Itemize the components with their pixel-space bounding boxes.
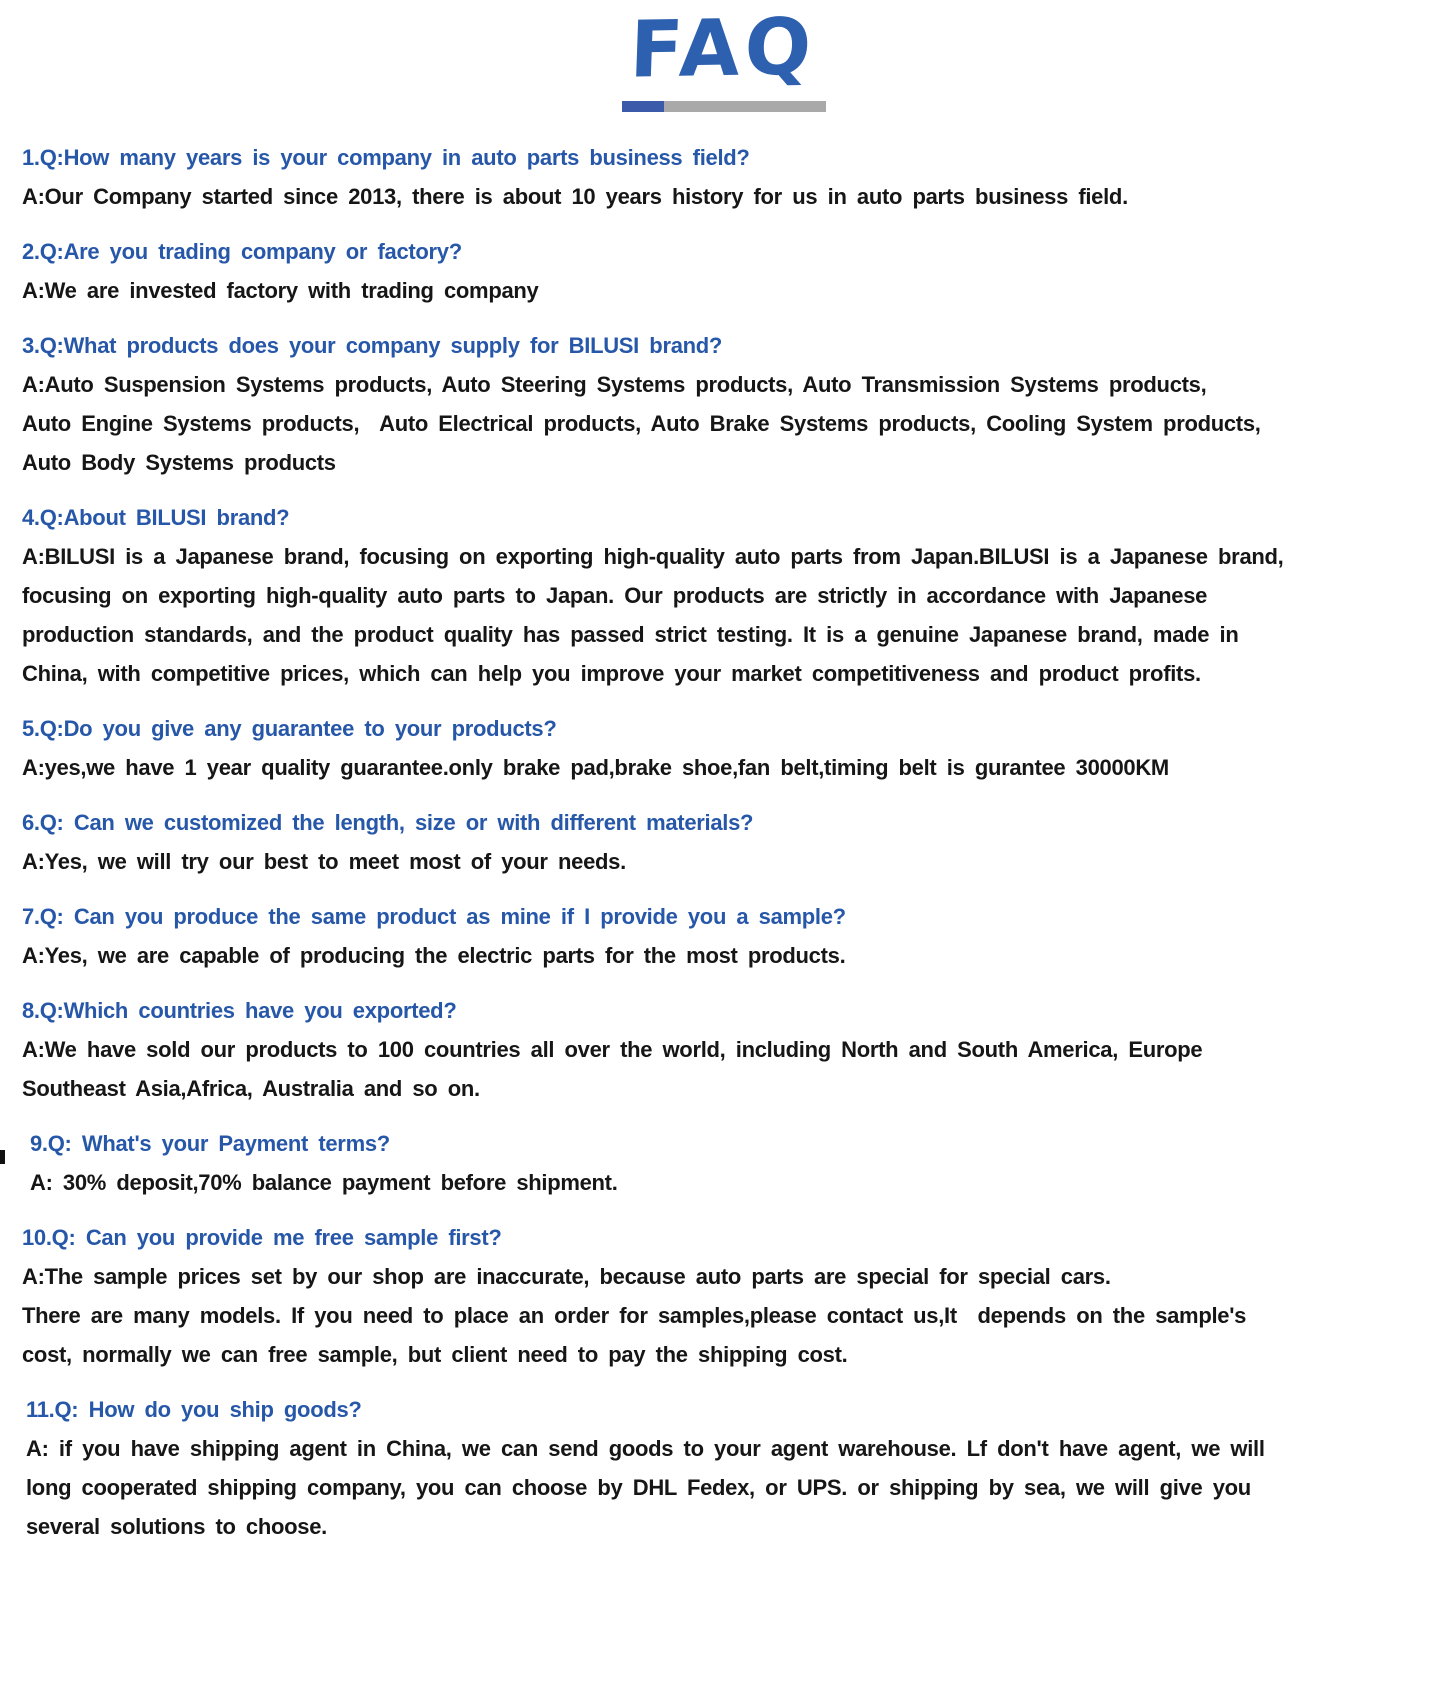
faq-question: 7.Q: Can you produce the same product as mine if I provide you a sample? (22, 904, 846, 929)
faq-answer-line: A:yes,we have 1 year quality guarantee.only brake pad,brake shoe,fan belt,timing belt is gurantee 30000KM (22, 755, 1169, 780)
faq-answer-line: focusing on exporting high-quality auto parts to Japan. Our products are strictly in accordance with Japanese (22, 583, 1208, 608)
page-title: FAQ (628, 2, 819, 96)
faq-question: 8.Q:Which countries have you exported? (22, 998, 457, 1023)
faq-answer-line: A: 30% deposit,70% balance payment before shipment. (30, 1170, 618, 1195)
faq-item (22, 138, 1425, 216)
faq-list (22, 138, 1425, 1546)
faq-answer (22, 1257, 1425, 1374)
faq-question: 11.Q: How do you ship goods? (26, 1397, 362, 1422)
faq-item (30, 1124, 1425, 1202)
left-edge-artifact (0, 1150, 5, 1164)
faq-question: 10.Q: Can you provide me free sample first? (22, 1225, 502, 1250)
faq-answer (22, 1030, 1425, 1108)
faq-answer-line: Auto Engine Systems products, Auto Electrical products, Auto Brake Systems products, Cooling System products, (22, 411, 1261, 436)
faq-answer-line: A: if you have shipping agent in China, we can send goods to your agent warehouse. Lf don't have agent, we will (26, 1436, 1265, 1461)
faq-question: 9.Q: What's your Payment terms? (30, 1131, 390, 1156)
faq-answer-line: China, with competitive prices, which can help you improve your market competitiveness and product profits. (22, 661, 1201, 686)
faq-item (22, 897, 1425, 975)
faq-answer-line: A:We have sold our products to 100 countries all over the world, including North and South America, Europe (22, 1037, 1203, 1062)
faq-item (22, 232, 1425, 310)
faq-answer (30, 1163, 1425, 1202)
faq-question: 5.Q:Do you give any guarantee to your products? (22, 716, 557, 741)
faq-answer-line: There are many models. If you need to place an order for samples,please contact us,It depends on the sample's (22, 1303, 1247, 1328)
faq-item (26, 1390, 1425, 1546)
faq-question: 1.Q:How many years is your company in auto parts business field? (22, 145, 750, 170)
faq-question: 6.Q: Can we customized the length, size or with different materials? (22, 810, 754, 835)
faq-answer (22, 748, 1425, 787)
faq-answer (22, 365, 1425, 482)
faq-answer-line: A:Yes, we are capable of producing the electric parts for the most products. (22, 943, 846, 968)
faq-answer-line: A:The sample prices set by our shop are inaccurate, because auto parts are special for special cars. (22, 1264, 1111, 1289)
faq-answer-line: long cooperated shipping company, you can choose by DHL Fedex, or UPS. or shipping by sea, we will give you (26, 1475, 1251, 1500)
faq-answer-line: A:BILUSI is a Japanese brand, focusing on exporting high-quality auto parts from Japan.BILUSI is a Japanese brand, (22, 544, 1284, 569)
faq-answer (26, 1429, 1425, 1546)
faq-answer-line: Southeast Asia,Africa, Australia and so on. (22, 1076, 480, 1101)
faq-item (22, 498, 1425, 693)
faq-answer (22, 537, 1425, 693)
faq-question: 3.Q:What products does your company supply for BILUSI brand? (22, 333, 723, 358)
title-underline-accent (622, 101, 664, 112)
faq-answer-line: A:We are invested factory with trading company (22, 278, 539, 303)
faq-answer-line: A:Our Company started since 2013, there is about 10 years history for us in auto parts business field. (22, 184, 1128, 209)
faq-answer (22, 271, 1425, 310)
faq-answer-line: A:Yes, we will try our best to meet most of your needs. (22, 849, 626, 874)
faq-answer-line: Auto Body Systems products (22, 450, 336, 475)
faq-answer-line: A:Auto Suspension Systems products, Auto Steering Systems products, Auto Transmission Systems products, (22, 372, 1207, 397)
faq-item (22, 326, 1425, 482)
title-underline (622, 101, 826, 112)
faq-header (22, 0, 1425, 112)
faq-answer-line: production standards, and the product quality has passed strict testing. It is a genuine Japanese brand, made in (22, 622, 1239, 647)
faq-item (22, 803, 1425, 881)
faq-answer-line: cost, normally we can free sample, but client need to pay the shipping cost. (22, 1342, 848, 1367)
faq-answer (22, 936, 1425, 975)
faq-question: 4.Q:About BILUSI brand? (22, 505, 290, 530)
faq-answer (22, 177, 1425, 216)
faq-item (22, 1218, 1425, 1374)
faq-answer-line: several solutions to choose. (26, 1514, 327, 1539)
faq-item (22, 709, 1425, 787)
faq-question: 2.Q:Are you trading company or factory? (22, 239, 462, 264)
faq-item (22, 991, 1425, 1108)
faq-answer (22, 842, 1425, 881)
